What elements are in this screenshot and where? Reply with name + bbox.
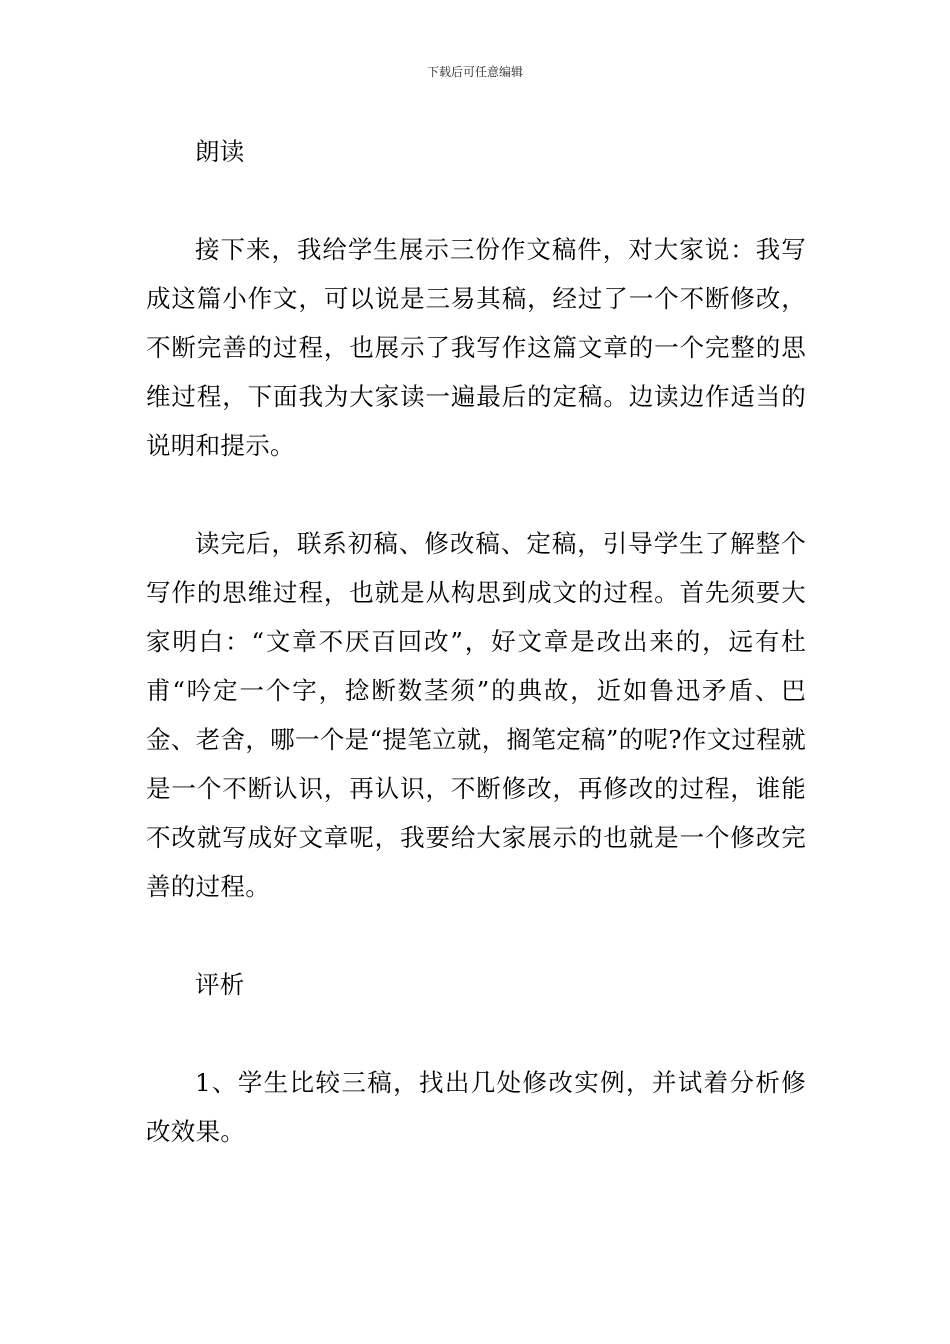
paragraph-after-reading: 读完后，联系初稿、修改稿、定稿，引导学生了解整个写作的思维过程，也就是从构思到成文的过程。首先须要大家明白：“文章不厌百回改”，好文章是改出来的，远有杜甫“吟定一个字，捻断数茎须”的典故，近如鲁迅矛盾、巴金、老舍，哪一个是“提笔立就，搁笔定稿”的呢?作文过程就是一个不断认识，再认识，不断修改，再修改的过程，谁能不改就写成好文章呢，我要给大家展示的也就是一个修改完善的过程。: [146, 529, 806, 901]
section-heading-evaluation: 评析: [195, 970, 245, 999]
paragraph-show-drafts: 接下来，我给学生展示三份作文稿件，对大家说：我写成这篇小作文，可以说是三易其稿，经过了一个不断修改，不断完善的过程，也展示了我写作这篇文章的一个完整的思维过程，下面我为大家读一遍最后的定稿。边读边作适当的说明和提示。: [146, 235, 806, 460]
paragraph-spacer: [146, 470, 806, 519]
paragraph-compare-drafts: 1、学生比较三稿，找出几处修改实例，并试着分析修改效果。: [146, 1068, 806, 1146]
page-header-note: 下载后可任意编辑: [426, 65, 523, 79]
paragraph-spacer: [146, 1009, 806, 1058]
paragraph-spacer: [146, 176, 806, 225]
document-body: [146, 127, 806, 1156]
paragraph-spacer: [146, 911, 806, 960]
section-heading-reading: 朗读: [195, 137, 245, 166]
